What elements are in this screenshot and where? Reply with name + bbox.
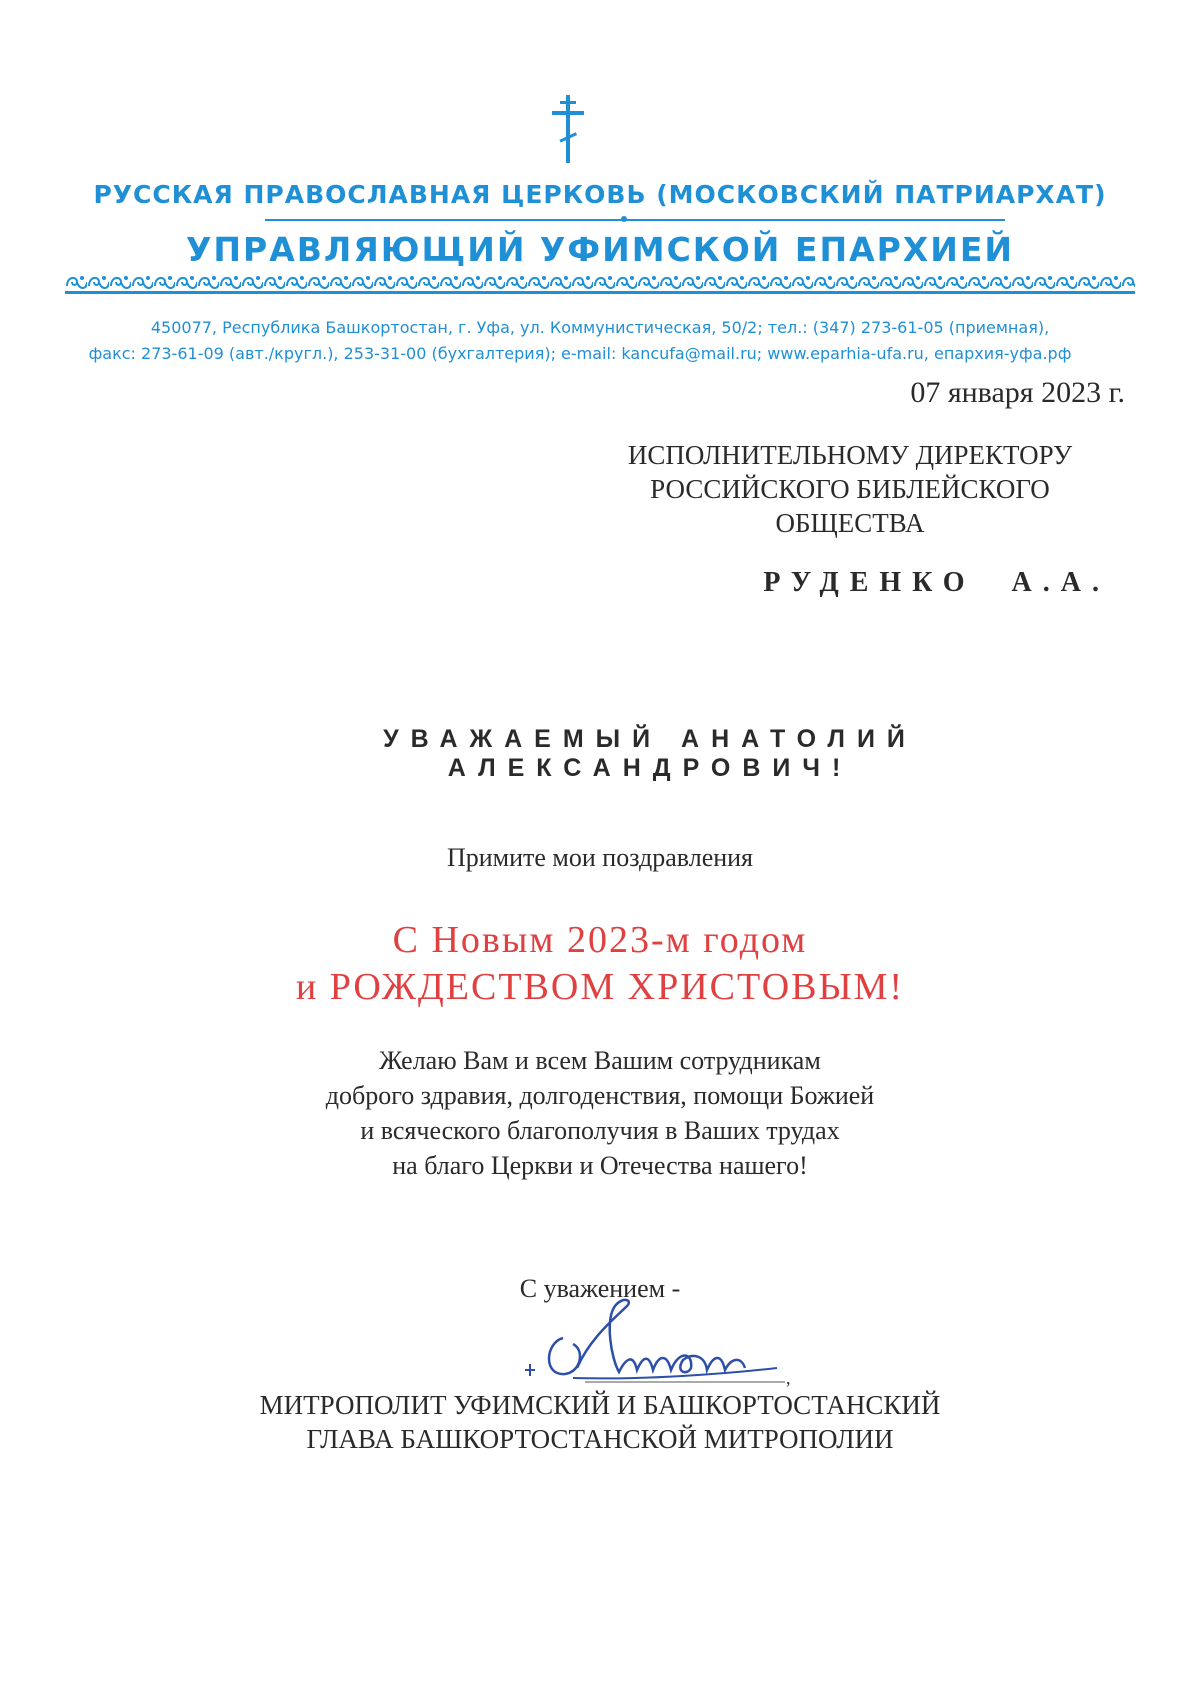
recipient-line: РОССИЙСКОГО БИБЛЕЙСКОГО [650,474,1050,504]
recipient-line: ИСПОЛНИТЕЛЬНОМУ ДИРЕКТОРУ [627,440,1073,470]
greeting-line-1: С Новым 2023-м годом [392,919,808,961]
wishes-block [0,1043,1200,1183]
salutation: УВАЖАЕМЫЙ АНАТОЛИЙ АЛЕКСАНДРОВИЧ! [383,725,917,782]
orthodox-cross-icon [548,95,588,165]
intro-text: Примите мои поздравления [446,843,754,872]
signatory-title [0,1388,1200,1456]
title-line: МИТРОПОЛИТ УФИМСКИЙ И БАШКОРТОСТАНСКИЙ [259,1390,941,1420]
greeting-line-2: и РОЖДЕСТВОМ ХРИСТОВЫМ! [295,966,905,1008]
recipient-name: РУДЕНКО А.А. [763,567,1110,598]
address-line-2: факс: 273-61-09 (авт./кругл.), 253-31-00 (бухгалтерия); e-mail: kancufa@mail.ru; www.eparhia-ufa.ru, епархия-уфа.рф [88,344,1072,363]
ornament-band [65,270,1135,296]
divider-line [265,219,1005,221]
title-line: ГЛАВА БАШКОРТОСТАНСКОЙ МИТРОПОЛИИ [306,1424,894,1454]
office-title: УПРАВЛЯЮЩИЙ УФИМСКОЙ ЕПАРХИЕЙ [185,230,1015,269]
wish-line: и всяческого благополучия в Ваших трудах [360,1116,840,1145]
divider-dot [621,216,627,222]
wish-line: доброго здравия, долгоденствия, помощи Божией [325,1081,875,1110]
wish-line: Желаю Вам и всем Вашим сотрудникам [379,1046,821,1075]
svg-text:,: , [786,1368,791,1388]
wish-line: на благо Церкви и Отечества нашего! [392,1151,808,1180]
recipient-line: ОБЩЕСТВА [775,508,925,538]
recipient-block [570,438,1130,540]
organization-name: РУССКАЯ ПРАВОСЛАВНАЯ ЦЕРКОВЬ (МОСКОВСКИЙ ПАТРИАРХАТ) [93,180,1107,209]
letter-date: 07 января 2023 г. [910,376,1125,409]
address-line-1: 450077, Республика Башкортостан, г. Уфа, ул. Коммунистическая, 50/2; тел.: (347) 273-61-05 (приемная), [150,318,1050,337]
signature [515,1298,805,1388]
closing-regards: С уважением - [519,1274,681,1303]
